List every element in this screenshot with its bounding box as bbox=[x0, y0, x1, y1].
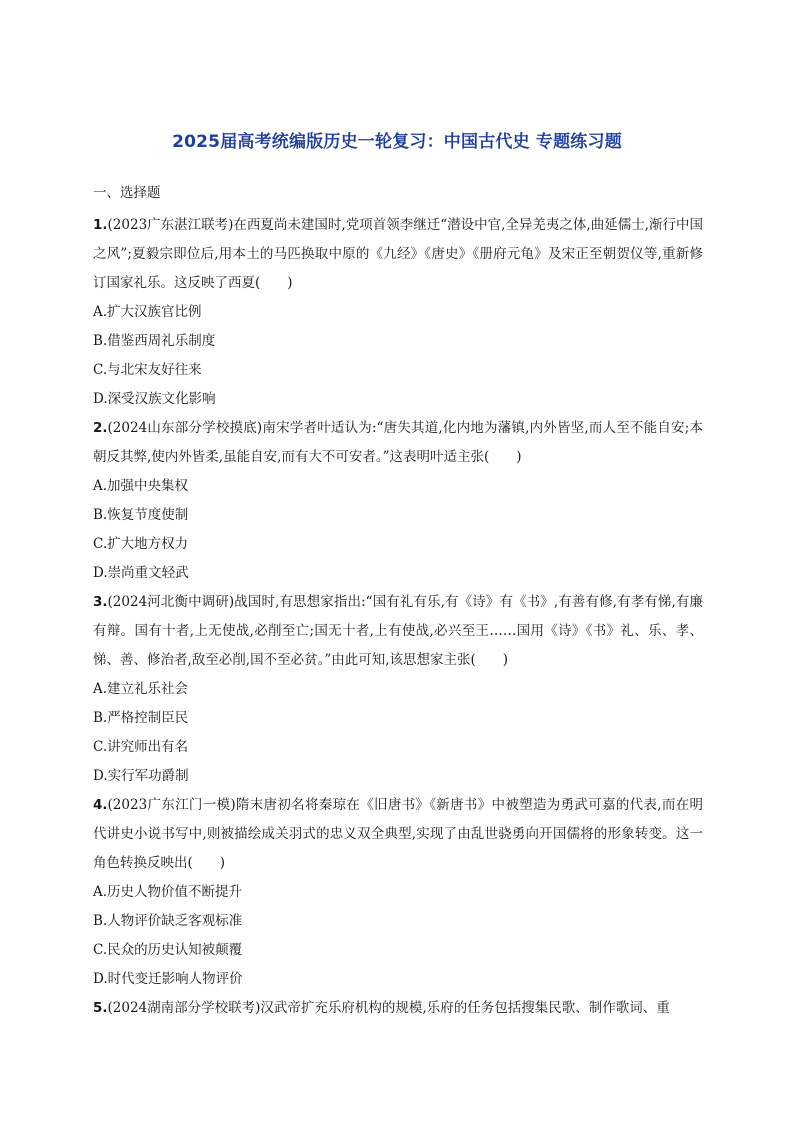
option-a: A.建立礼乐社会 bbox=[93, 681, 189, 697]
question-2 bbox=[93, 414, 703, 588]
option-c: C.扩大地方权力 bbox=[93, 536, 189, 552]
question-stem bbox=[93, 414, 703, 472]
option-b: B.恢复节度使制 bbox=[93, 507, 189, 523]
option-c: C.与北宋友好往来 bbox=[93, 362, 202, 378]
section-heading: 一、选择题 bbox=[93, 185, 161, 201]
document-content bbox=[93, 182, 703, 1023]
question-number: 4. bbox=[93, 797, 108, 813]
option-b: B.人物评价缺乏客观标准 bbox=[93, 913, 243, 929]
question-text: (2023广东湛江联考)在西夏尚未建国时,党项首领李继迁“潜设中官,全异羌夷之体,曲延儒士,渐行中国之风”;夏毅宗即位后,用本土的马匹换取中原的《九经》《唐史》《册府元龟》及宋正至朝贺仪等,重新修订国家礼乐。这反映了西夏( ) bbox=[93, 217, 703, 291]
option-a: A.历史人物价值不断提升 bbox=[93, 884, 243, 900]
option-a: A.加强中央集权 bbox=[93, 478, 189, 494]
option-d: D.实行军功爵制 bbox=[93, 768, 189, 784]
question-4 bbox=[93, 791, 703, 994]
question-text: (2024河北衡中调研)战国时,有思想家指出:“国有礼有乐,有《诗》有《书》,有善有修,有孝有悌,有廉有辩。国有十者,上无使战,必削至亡;国无十者,上有使战,必兴至王……国用《诗》《书》礼、乐、孝、悌、善、修治者,敌至必削,国不至必贫。”由此可知,该思想家主张( ) bbox=[93, 594, 703, 668]
option-a: A.扩大汉族官比例 bbox=[93, 304, 202, 320]
option-d: D.深受汉族文化影响 bbox=[93, 391, 216, 407]
question-number: 1. bbox=[93, 217, 108, 233]
question-number: 3. bbox=[93, 594, 108, 610]
option-c: C.讲究师出有名 bbox=[93, 739, 189, 755]
question-text: (2023广东江门一模)隋末唐初名将秦琼在《旧唐书》《新唐书》中被塑造为勇武可嘉的代表,而在明代讲史小说书写中,则被描绘成关羽式的忠义双全典型,实现了由乱世骁勇向开国儒将的形象转变。这一角色转换反映出( ) bbox=[93, 797, 703, 871]
question-3 bbox=[93, 588, 703, 791]
option-d: D.崇尚重文轻武 bbox=[93, 565, 189, 581]
option-b: B.借鉴西周礼乐制度 bbox=[93, 333, 216, 349]
question-text: (2024湖南部分学校联考)汉武帝扩充乐府机构的规模,乐府的任务包括搜集民歌、制作歌词、重 bbox=[107, 1000, 670, 1016]
question-text: (2024山东部分学校摸底)南宋学者叶适认为:“唐失其道,化内地为藩镇,内外皆坚,而人至不能自安;本朝反其弊,使内外皆柔,虽能自安,而有大不可安者。”这表明叶适主张( ) bbox=[93, 420, 703, 465]
document-title: 2025届高考统编版历史一轮复习：中国古代史 专题练习题 bbox=[172, 132, 622, 152]
question-stem bbox=[93, 994, 703, 1023]
question-1 bbox=[93, 211, 703, 414]
option-b: B.严格控制臣民 bbox=[93, 710, 189, 726]
question-5 bbox=[93, 994, 703, 1023]
option-c: C.民众的历史认知被颠覆 bbox=[93, 942, 243, 958]
question-stem bbox=[93, 588, 703, 675]
question-number: 2. bbox=[93, 420, 108, 436]
option-d: D.时代变迁影响人物评价 bbox=[93, 971, 243, 987]
question-stem bbox=[93, 211, 703, 298]
question-number: 5. bbox=[93, 1000, 108, 1016]
question-stem bbox=[93, 791, 703, 878]
